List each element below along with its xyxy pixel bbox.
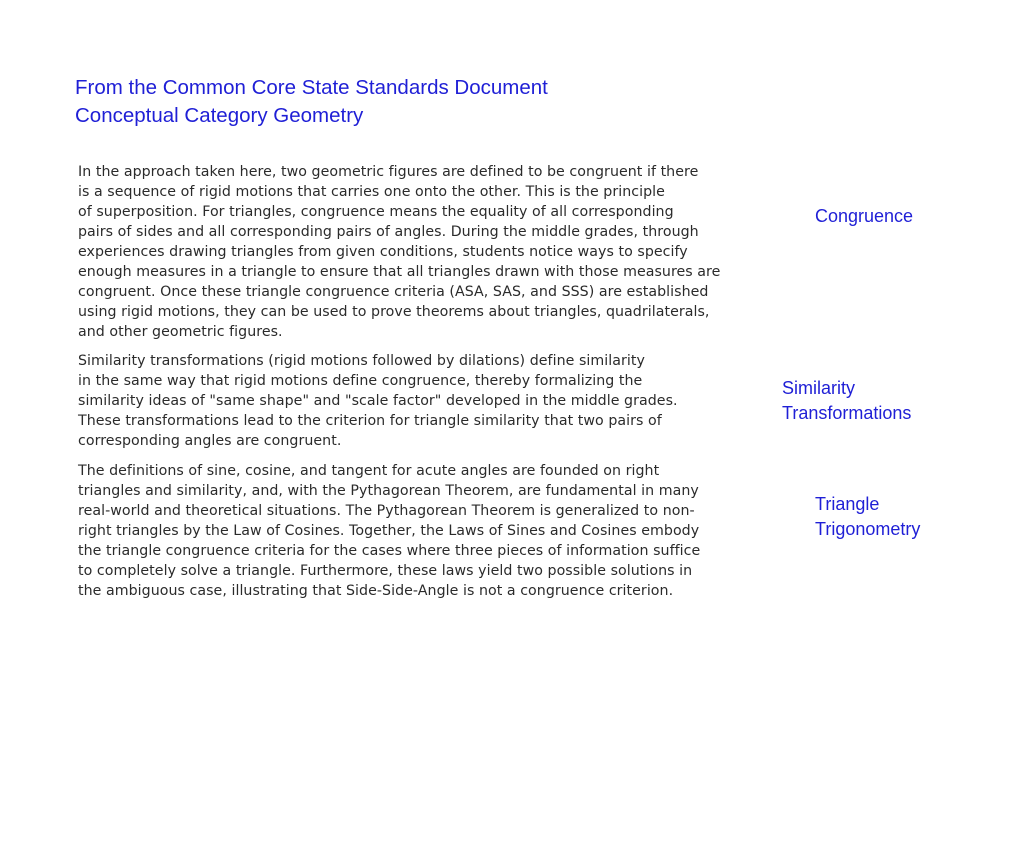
paragraph-line: experiences drawing triangles from given conditions, students notice ways to specify bbox=[78, 244, 688, 260]
side-label-line: Triangle bbox=[815, 494, 880, 514]
paragraph-congruence bbox=[78, 162, 720, 342]
paragraph-line: triangles and similarity, and, with the Pythagorean Theorem, are fundamental in many bbox=[78, 483, 699, 499]
paragraph-line: and other geometric figures. bbox=[78, 324, 283, 340]
paragraph-line: the ambiguous case, illustrating that Side-Side-Angle is not a congruence criterion. bbox=[78, 583, 674, 599]
paragraph-trigonometry bbox=[78, 461, 700, 601]
paragraph-line: In the approach taken here, two geometric figures are defined to be congruent if there bbox=[78, 164, 699, 180]
paragraph-line: Similarity transformations (rigid motions followed by dilations) define similarity bbox=[78, 353, 645, 369]
side-label-line: Similarity bbox=[782, 378, 856, 398]
paragraph-line: These transformations lead to the criterion for triangle similarity that two pairs of bbox=[78, 413, 662, 429]
document-heading bbox=[75, 74, 548, 130]
side-label-line: Trigonometry bbox=[815, 518, 921, 539]
paragraph-line: in the same way that rigid motions define congruence, thereby formalizing the bbox=[78, 373, 643, 389]
paragraph-line: of superposition. For triangles, congruence means the equality of all corresponding bbox=[78, 204, 674, 220]
side-label-line: Congruence bbox=[815, 206, 914, 226]
paragraph-line: The definitions of sine, cosine, and tangent for acute angles are founded on right bbox=[78, 463, 660, 479]
paragraph-line: using rigid motions, they can be used to prove theorems about triangles, quadrilaterals, bbox=[78, 304, 710, 320]
side-label-congruence bbox=[815, 204, 913, 229]
heading-category-line: Conceptual Category Geometry bbox=[75, 104, 364, 127]
paragraph-line: corresponding angles are congruent. bbox=[78, 433, 342, 449]
side-label-line: Transformations bbox=[782, 402, 912, 423]
paragraph-similarity bbox=[78, 351, 678, 451]
side-label-similarity-transformations bbox=[782, 376, 911, 425]
paragraph-line: similarity ideas of "same shape" and "scale factor" developed in the middle grades. bbox=[78, 393, 678, 409]
paragraph-line: the triangle congruence criteria for the cases where three pieces of information suffice bbox=[78, 543, 701, 559]
paragraph-line: to completely solve a triangle. Furthermore, these laws yield two possible solutions in bbox=[78, 563, 693, 579]
heading-source-line: From the Common Core State Standards Document bbox=[75, 76, 548, 99]
paragraph-line: congruent. Once these triangle congruence criteria (ASA, SAS, and SSS) are established bbox=[78, 284, 709, 300]
paragraph-line: enough measures in a triangle to ensure that all triangles drawn with those measures are bbox=[78, 264, 721, 280]
side-label-triangle-trigonometry bbox=[815, 492, 920, 541]
paragraph-line: is a sequence of rigid motions that carries one onto the other. This is the principle bbox=[78, 184, 665, 200]
paragraph-line: pairs of sides and all corresponding pairs of angles. During the middle grades, through bbox=[78, 224, 699, 240]
paragraph-line: right triangles by the Law of Cosines. Together, the Laws of Sines and Cosines embody bbox=[78, 523, 700, 539]
paragraph-line: real-world and theoretical situations. The Pythagorean Theorem is generalized to non- bbox=[78, 503, 695, 519]
